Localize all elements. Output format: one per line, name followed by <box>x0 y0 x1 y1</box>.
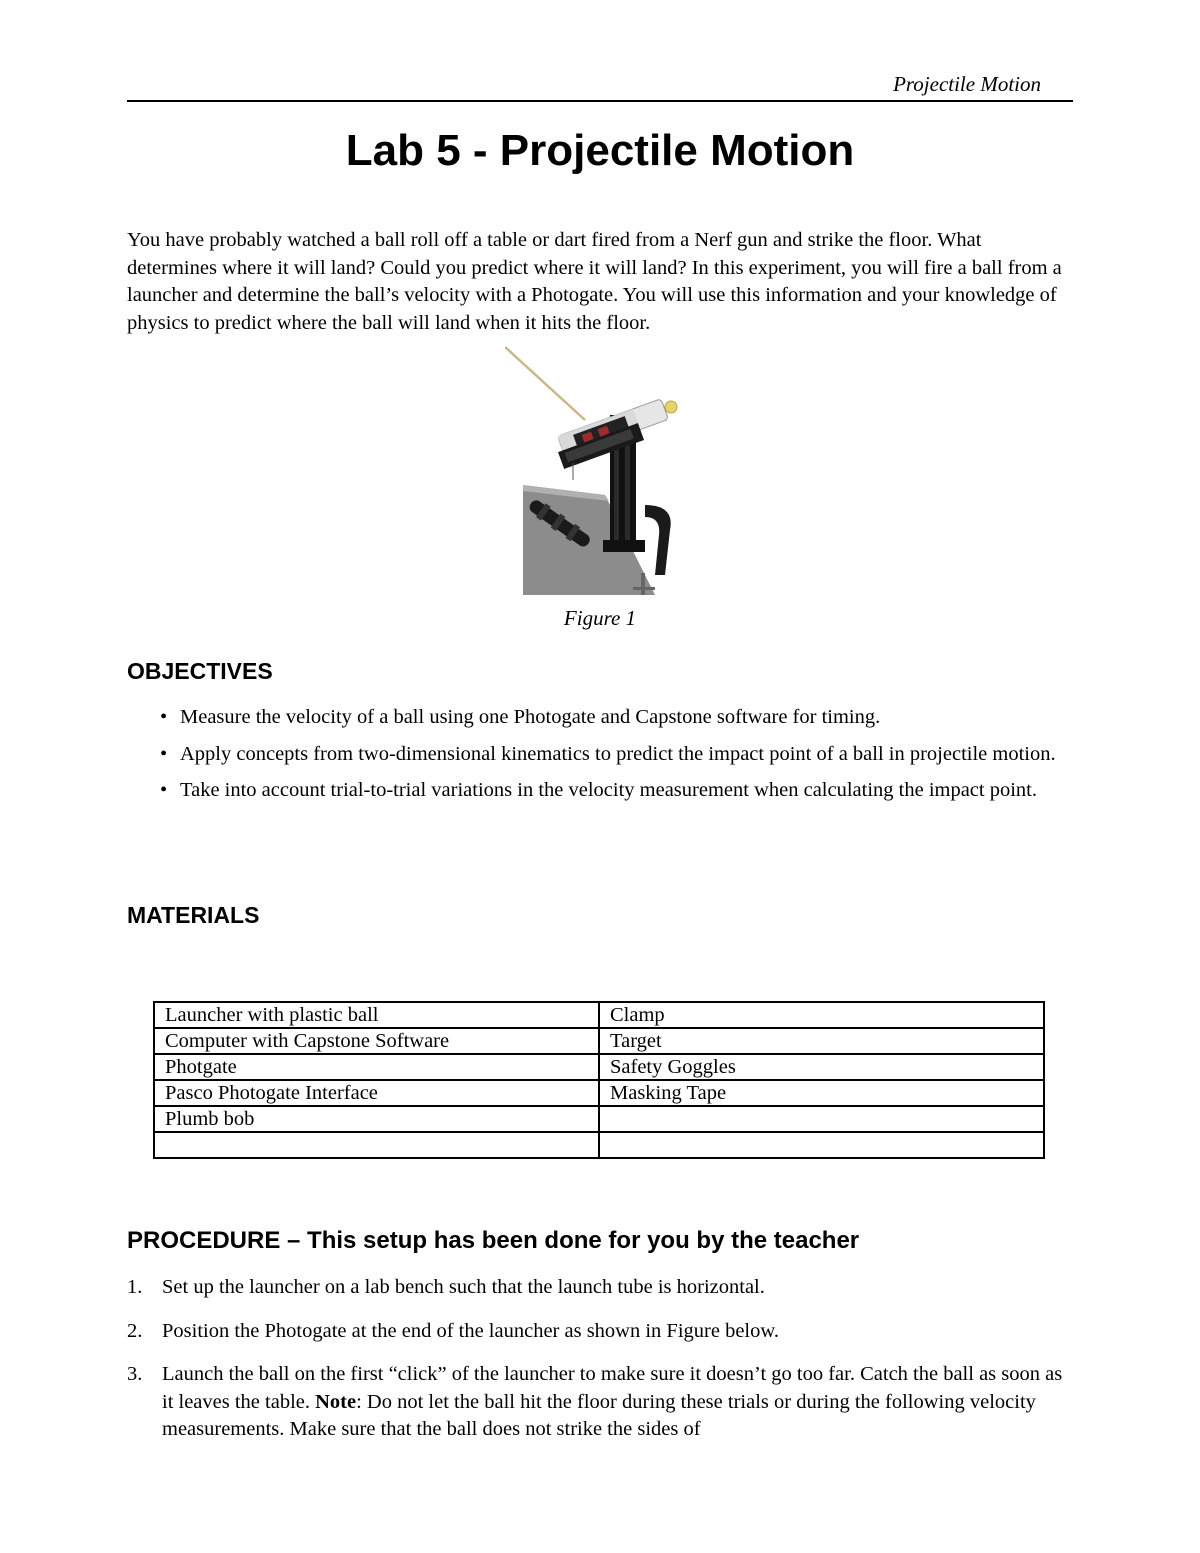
table-cell: Target <box>599 1028 1044 1054</box>
step-number: 2. <box>127 1319 143 1342</box>
clamp-screw <box>641 573 645 595</box>
step-text: Launch the ball on the first “click” of the launcher to make sure it doesn’t go too far. Catch the ball as soon as it leaves the table. <box>162 1363 1063 1413</box>
procedure-list <box>127 1274 1073 1460</box>
objective-text: Take into account trial-to-trial variations in the velocity measurement when calculating the impact point. <box>180 779 1037 801</box>
table-cell: Clamp <box>599 1002 1044 1028</box>
intro-paragraph: You have probably watched a ball roll off a table or dart fired from a Nerf gun and strike the floor. What determines where it will land? Could you predict where it will land? In this experiment, you will fire a ball from a launcher and determine the ball’s velocity with a Photogate. You will use this information and your knowledge of physics to predict where the ball will land when it hits the floor. <box>127 229 1062 334</box>
objective-text: Measure the velocity of a ball using one Photogate and Capstone software for timing. <box>180 706 881 728</box>
objectives-list <box>127 704 1073 814</box>
table-row <box>154 1028 1044 1054</box>
objective-text: Apply concepts from two-dimensional kinematics to predict the impact point of a ball in projectile motion. <box>180 742 1056 765</box>
note-label: Note <box>315 1390 357 1413</box>
table-row <box>154 1080 1044 1106</box>
step-text: Set up the launcher on a lab bench such that the launch tube is horizontal. <box>162 1276 765 1298</box>
table-cell: Launcher with plastic ball <box>154 1002 599 1028</box>
table-cell: Safety Goggles <box>599 1054 1044 1080</box>
running-header: Projectile Motion <box>893 72 1041 96</box>
table-cell: Plumb bob <box>154 1106 599 1132</box>
step-text-continued: : Do not let the ball hit the floor during these trials or during the following velocity measurements. Make sure that the ball does not strike the sides of <box>162 1390 1036 1440</box>
launcher-figure <box>505 345 695 595</box>
procedure-heading: PROCEDURE – This setup has been done for you by the teacher <box>127 1227 860 1254</box>
materials-table <box>153 1001 1045 1159</box>
table-cell: Photgate <box>154 1054 599 1080</box>
clamp <box>645 505 671 575</box>
bullet: • <box>160 779 168 801</box>
table-cell <box>599 1132 1044 1158</box>
list-item <box>127 704 1073 732</box>
table-cell: Pasco Photogate Interface <box>154 1080 599 1106</box>
table-row <box>154 1132 1044 1158</box>
figure-caption: Figure 1 <box>563 606 637 630</box>
materials-heading: MATERIALS <box>127 902 260 928</box>
page-title: Lab 5 - Projectile Motion <box>345 126 855 175</box>
bullet: • <box>160 706 168 728</box>
step-number: 3. <box>127 1363 143 1385</box>
table-row <box>154 1106 1044 1132</box>
list-item <box>127 741 1073 769</box>
pull-string <box>505 347 585 420</box>
table-row <box>154 1002 1044 1028</box>
step-text: Position the Photogate at the end of the launcher as shown in Figure below. <box>162 1319 779 1342</box>
list-item <box>127 1361 1073 1444</box>
table-cell <box>154 1132 599 1158</box>
bullet: • <box>160 742 168 765</box>
list-item <box>127 777 1073 805</box>
objectives-heading: OBJECTIVES <box>127 658 273 684</box>
header-rule <box>127 100 1073 102</box>
table-cell <box>599 1106 1044 1132</box>
list-item <box>127 1318 1073 1346</box>
ball <box>665 401 677 413</box>
table-row <box>154 1054 1044 1080</box>
table-cell: Computer with Capstone Software <box>154 1028 599 1054</box>
table-cell: Masking Tape <box>599 1080 1044 1106</box>
step-number: 1. <box>127 1276 143 1298</box>
list-item <box>127 1274 1073 1302</box>
